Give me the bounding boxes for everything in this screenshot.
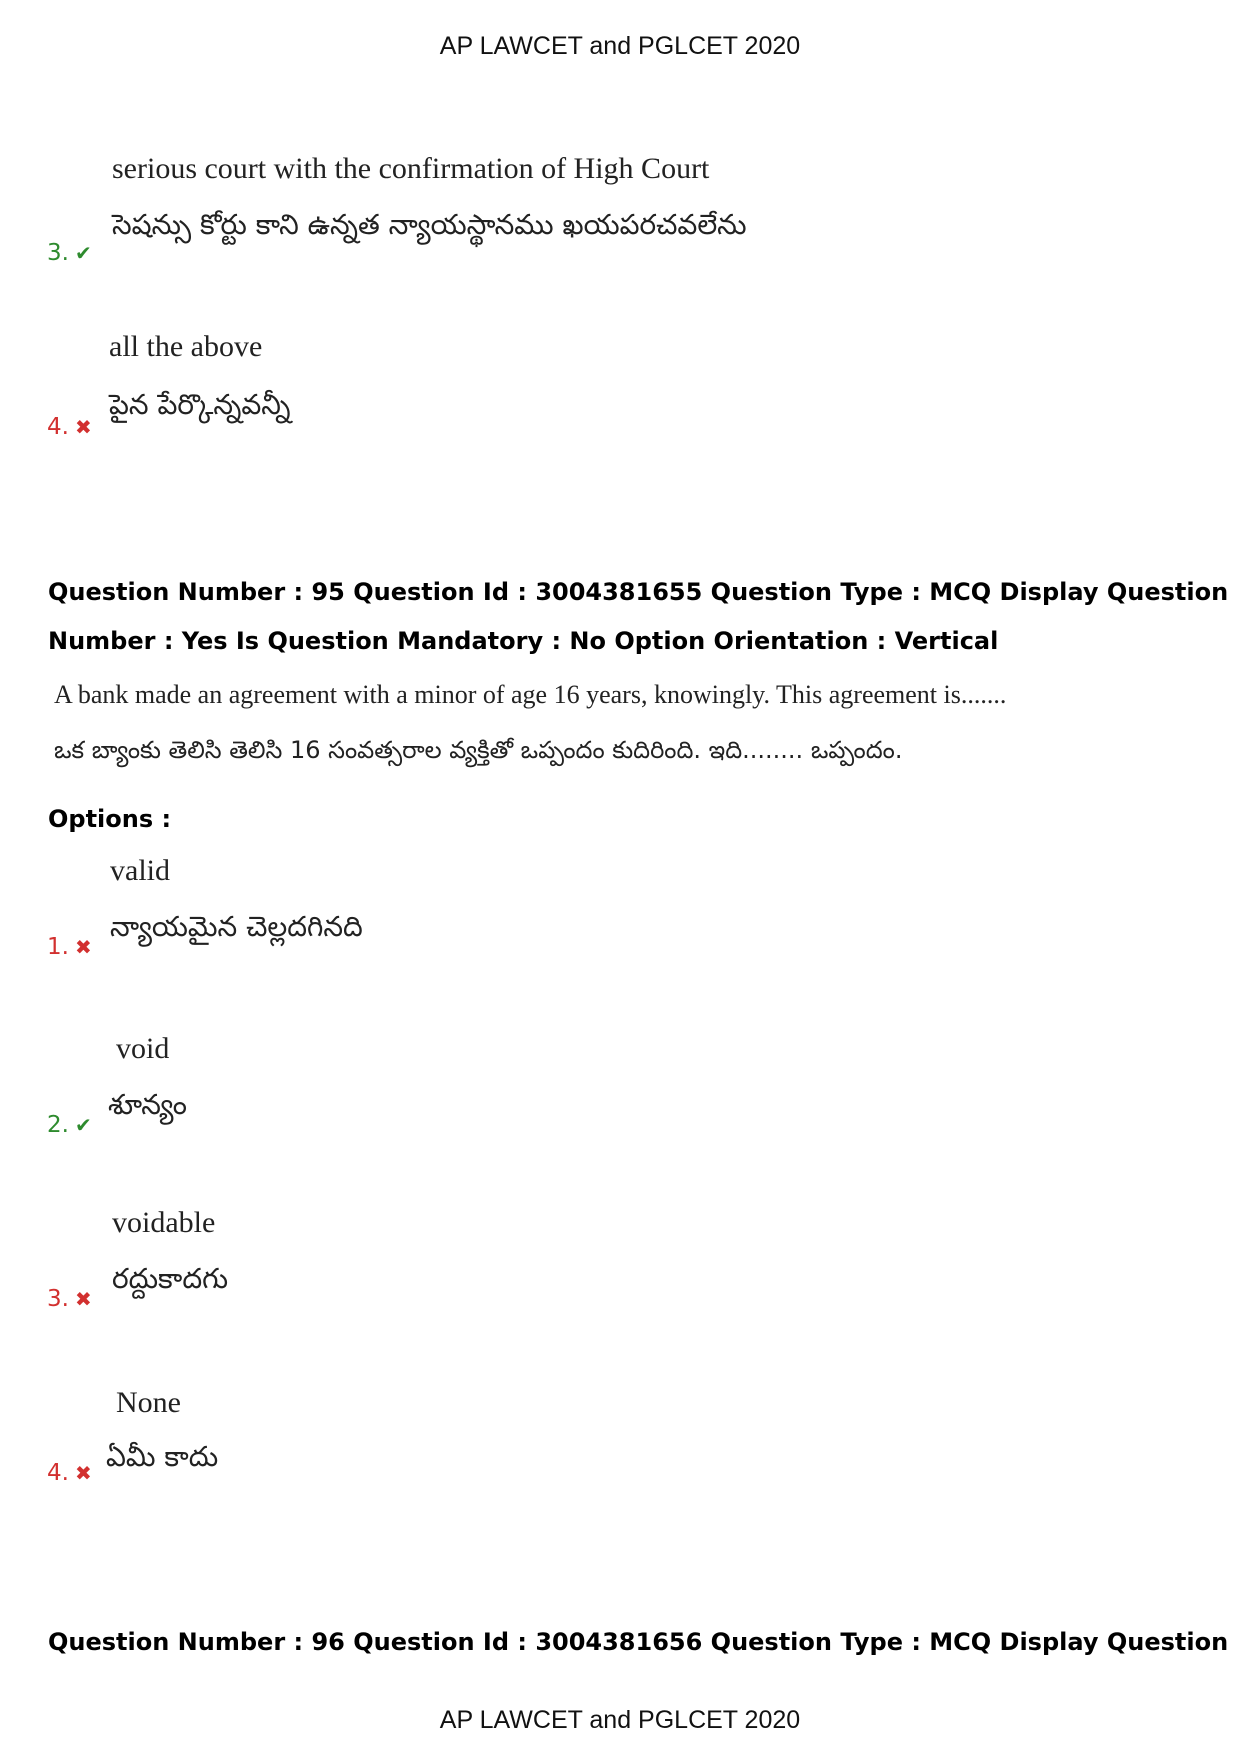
- prev-option-3-telugu: సెషన్సు కోర్టు కాని ఉన్నత న్యాయస్థానము ఖయపరచవలేను: [112, 208, 747, 241]
- prev-option-3-marker: [47, 240, 92, 266]
- options-label: Options :: [48, 805, 172, 833]
- question-95-meta-line-2: Number : Yes Is Question Mandatory : No Option Orientation : Vertical: [48, 627, 999, 655]
- option-3-number: 3.: [47, 1286, 69, 1312]
- cross-icon: ✖: [74, 1461, 92, 1485]
- option-1-marker: [47, 934, 92, 960]
- option-1-english: valid: [110, 854, 170, 887]
- check-icon: ✔: [74, 1113, 92, 1137]
- option-3-english: voidable: [112, 1206, 216, 1239]
- option-4-marker: [47, 1460, 92, 1486]
- option-4-telugu: ఏమీ కాదు: [106, 1440, 219, 1473]
- prev-option-3-number: 3.: [47, 240, 69, 266]
- question-95-text-english: A bank made an agreement with a minor of age 16 years, knowingly. This agreement is.......: [54, 680, 1007, 709]
- option-1-telugu: న్యాయమైన చెల్లదగినది: [110, 910, 363, 943]
- option-4-number: 4.: [47, 1460, 69, 1486]
- check-icon: ✔: [74, 241, 92, 265]
- question-95-text-telugu: ఒక బ్యాంకు తెలిసి తెలిసి 16 సంవత్సరాల వ్యక్తితో ఒప్పందం కుదిరింది. ఇది........ ఒప్పందం.: [54, 736, 903, 764]
- question-95-meta-line-1: Question Number : 95 Question Id : 3004381655 Question Type : MCQ Display Question: [48, 578, 1229, 606]
- cross-icon: ✖: [74, 1287, 92, 1311]
- question-96-meta-line-1: Question Number : 96 Question Id : 3004381656 Question Type : MCQ Display Question: [48, 1628, 1229, 1656]
- option-2-telugu: శూన్యం: [108, 1088, 187, 1121]
- prev-option-4-telugu: పైన పేర్కొన్నవన్నీ: [109, 388, 291, 421]
- option-3-telugu: రద్దుకాదగు: [112, 1262, 229, 1295]
- prev-option-3-english: serious court with the confirmation of High Court: [112, 152, 710, 185]
- prev-option-4-english: all the above: [109, 330, 263, 363]
- prev-option-4-number: 4.: [47, 414, 69, 440]
- page-header: AP LAWCET and PGLCET 2020: [439, 32, 801, 60]
- option-2-english: void: [116, 1032, 170, 1065]
- option-3-marker: [47, 1286, 92, 1312]
- prev-option-4-marker: [47, 414, 92, 440]
- option-2-number: 2.: [47, 1112, 69, 1138]
- cross-icon: ✖: [74, 935, 92, 959]
- option-1-number: 1.: [47, 934, 69, 960]
- option-2-marker: [47, 1112, 92, 1138]
- option-4-english: None: [116, 1386, 181, 1419]
- cross-icon: ✖: [74, 415, 92, 439]
- page-footer: AP LAWCET and PGLCET 2020: [439, 1706, 801, 1734]
